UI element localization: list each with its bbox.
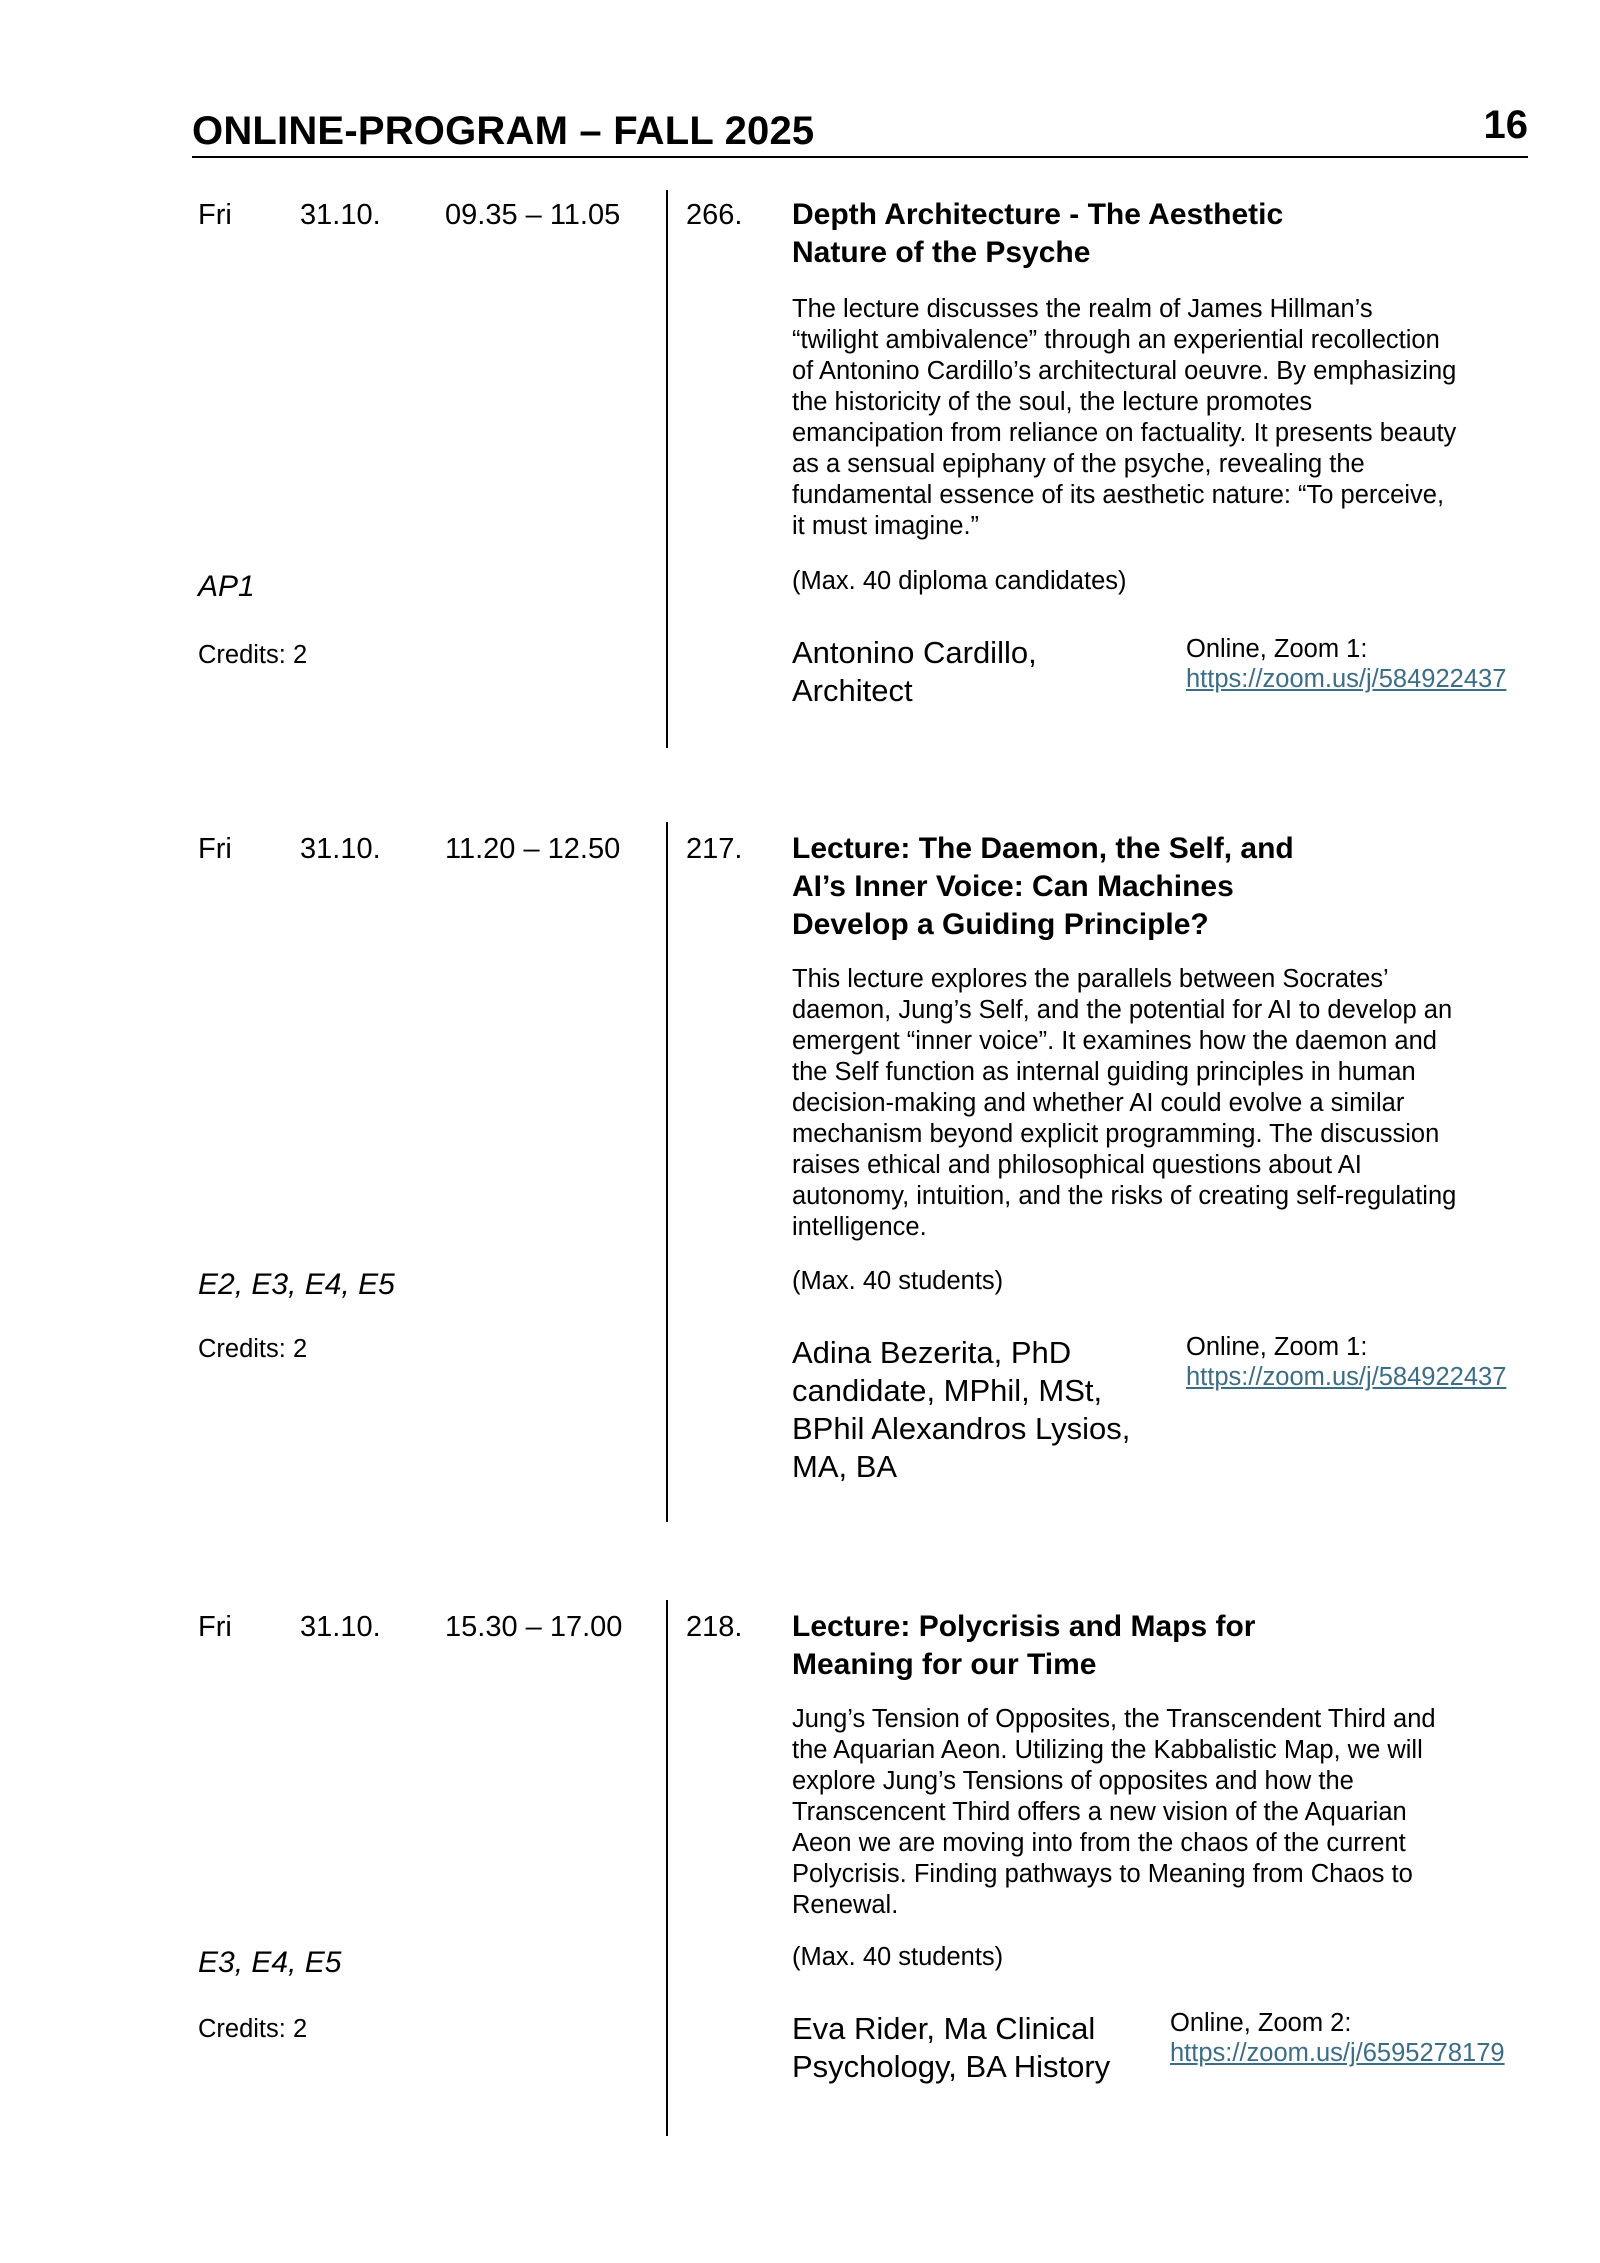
- session-description: Jung’s Tension of Opposites, the Transcendent Third and the Aquarian Aeon. Utilizing the Kabbalistic Map, we will explore Jung’s Tensions of opposites and how the Transcencent Third offers a new vision of the Aquarian Aeon we are moving into from the chaos of the current Polycrisis. Finding pathways to Meaning from Chaos to Renewal.: [792, 1705, 1436, 1919]
- session-capacity: (Max. 40 diploma candidates): [792, 567, 1127, 595]
- session-speaker: Antonino Cardillo, Architect: [792, 635, 1037, 708]
- session-time: 09.35 – 11.05: [445, 199, 621, 231]
- zoom-link[interactable]: https://zoom.us/j/584922437: [1186, 1363, 1507, 1391]
- session-description: The lecture discusses the realm of James Hillman’s “twilight ambivalence” through an experiential recollection of Antonino Cardillo’s architectural oeuvre. By emphasizing the historicity of the soul, the lecture promotes emancipation from reliance on factuality. It presents beauty as a sensual epiphany of the psyche, revealing the fundamental essence of its aesthetic nature: “To perceive, it must imagine.”: [792, 295, 1457, 540]
- session-date: 31.10.: [300, 1611, 381, 1643]
- session-day: Fri: [198, 833, 232, 865]
- session-code: 266.: [686, 199, 743, 231]
- session-speaker: Adina Bezerita, PhD candidate, MPhil, MSt, BPhil Alexandros Lysios, MA, BA: [792, 1335, 1131, 1484]
- session-location: Online, Zoom 1: https://zoom.us/j/584922437: [1186, 1333, 1507, 1391]
- session-credits: Credits: 2: [198, 2015, 308, 2043]
- session-code: 217.: [686, 833, 743, 865]
- session-time: 15.30 – 17.00: [445, 1611, 623, 1643]
- session-location: Online, Zoom 1: https://zoom.us/j/584922437: [1186, 635, 1507, 693]
- page-title: ONLINE-PROGRAM – FALL 2025: [192, 109, 815, 153]
- session-category: E3, E4, E5: [198, 1946, 342, 1979]
- session-266: [0, 190, 1600, 750]
- page-number: 16: [1483, 103, 1528, 147]
- session-day: Fri: [198, 199, 232, 231]
- column-divider: [666, 1600, 668, 2136]
- session-category: E2, E3, E4, E5: [198, 1268, 395, 1301]
- session-speaker: Eva Rider, Ma Clinical Psychology, BA History: [792, 2011, 1111, 2084]
- zoom-link[interactable]: https://zoom.us/j/584922437: [1186, 665, 1507, 693]
- page-header: [192, 100, 1528, 158]
- session-code: 218.: [686, 1611, 743, 1643]
- session-217: [0, 822, 1600, 1522]
- session-title: Lecture: Polycrisis and Maps for Meaning for our Time: [792, 1610, 1256, 1681]
- session-description: This lecture explores the parallels between Socrates’ daemon, Jung’s Self, and the potential for AI to develop an emergent “inner voice”. It examines how the daemon and the Self function as internal guiding principles in human decision-making and whether AI could evolve a similar mechanism beyond explicit programming. The discussion raises ethical and philosophical questions about AI autonomy, intuition, and the risks of creating self-regulating intelligence.: [792, 965, 1457, 1241]
- session-time: 11.20 – 12.50: [445, 833, 621, 865]
- session-location: Online, Zoom 2: https://zoom.us/j/6595278179: [1170, 2009, 1505, 2067]
- session-category: AP1: [198, 570, 255, 603]
- column-divider: [666, 822, 668, 1522]
- session-title: Depth Architecture - The Aesthetic Nature of the Psyche: [792, 198, 1284, 269]
- session-credits: Credits: 2: [198, 641, 308, 669]
- session-capacity: (Max. 40 students): [792, 1267, 1004, 1295]
- session-day: Fri: [198, 1611, 232, 1643]
- column-divider: [666, 190, 668, 748]
- session-credits: Credits: 2: [198, 1335, 308, 1363]
- session-218: [0, 1600, 1600, 2140]
- zoom-link[interactable]: https://zoom.us/j/6595278179: [1170, 2039, 1505, 2067]
- session-date: 31.10.: [300, 833, 381, 865]
- session-capacity: (Max. 40 students): [792, 1943, 1004, 1971]
- session-title: Lecture: The Daemon, the Self, and AI’s Inner Voice: Can Machines Develop a Guiding Principle?: [792, 832, 1294, 941]
- session-date: 31.10.: [300, 199, 381, 231]
